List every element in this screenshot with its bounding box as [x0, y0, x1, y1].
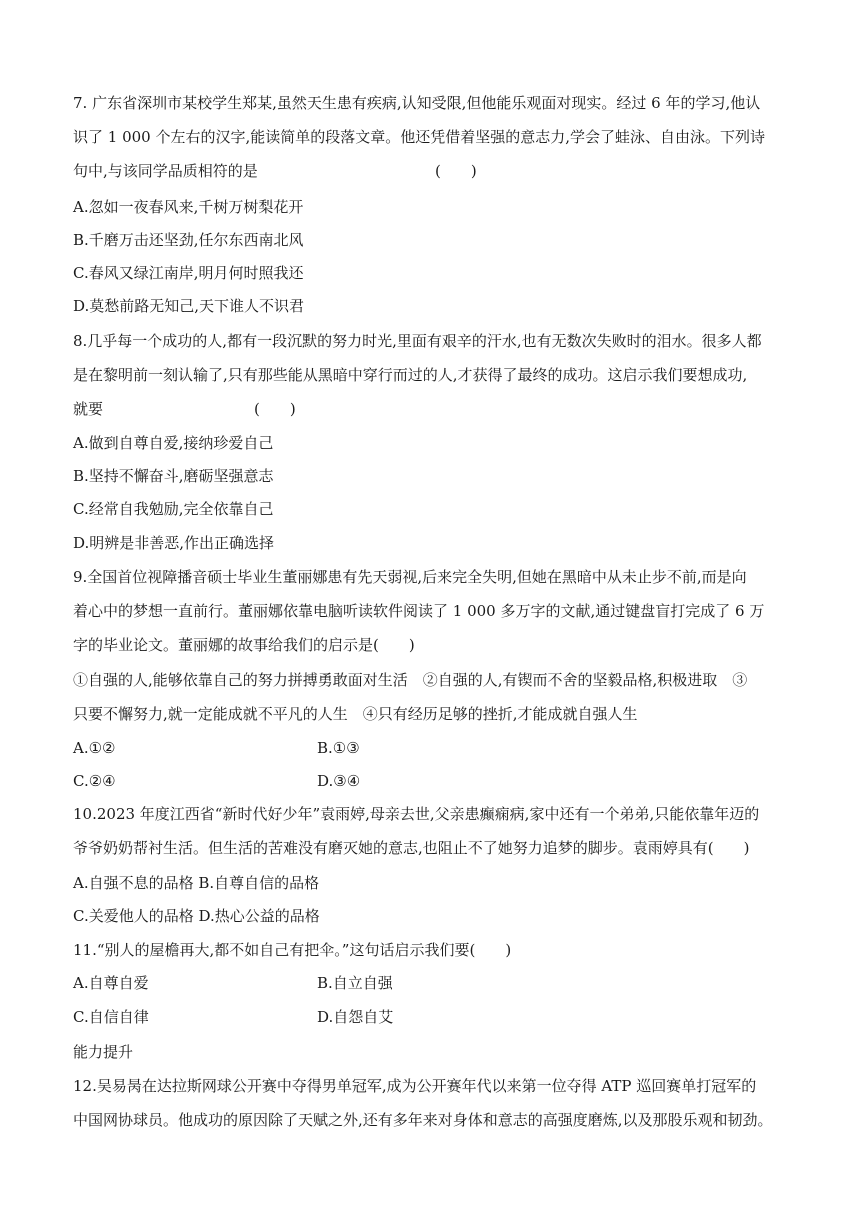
- q9-option-d: D.③④: [317, 772, 361, 790]
- q7-option-b: B.千磨万击还坚劲,任尔东西南北风: [73, 231, 304, 249]
- q9-stem-line-1: 9.全国首位视障播音硕士毕业生董丽娜患有先天弱视,后来完全失明,但她在黑暗中从未止步不前,而是向: [73, 568, 747, 586]
- q7-stem-line-2: 识了 1 000 个左右的汉字,能读简单的段落文章。他还凭借着坚强的意志力,学会了蛙泳、自由泳。下列诗: [73, 128, 766, 146]
- q9-option-b: B.①③: [317, 739, 360, 757]
- q7-option-a: A.忽如一夜春风来,千树万树梨花开: [73, 198, 304, 216]
- q8-option-c: C.经常自我勉励,完全依靠自己: [73, 500, 274, 518]
- q9-stem-line-2: 着心中的梦想一直前行。董丽娜依靠电脑听读软件阅读了 1 000 多万字的文献,通过键盘盲打完成了 6 万: [73, 602, 765, 620]
- q8-stem-line-2: 是在黎明前一刻认输了,只有那些能从黑暗中穿行而过的人,才获得了最终的成功。这启示我们要想成功,: [73, 366, 748, 384]
- q8-option-a: A.做到自尊自爱,接纳珍爱自己: [73, 434, 274, 452]
- q11-options-row-1: [73, 972, 393, 994]
- q7-stem-line-3: [73, 160, 477, 182]
- q8-option-d: D.明辨是非善恶,作出正确选择: [73, 534, 275, 552]
- q12-stem-line-1: 12.吴易昺在达拉斯网球公开赛中夺得男单冠军,成为公开赛年代以来第一位夺得 ATP 巡回赛单打冠军的: [73, 1077, 757, 1095]
- q11-stem-line-1: 11.“别人的屋檐再大,都不如自己有把伞。”这句话启示我们要( ): [73, 941, 512, 959]
- q10-options-row-2: C.关爱他人的品格 D.热心公益的品格: [73, 907, 320, 925]
- q10-stem-line-2: 爷爷奶奶帮衬生活。但生活的苦难没有磨灭她的意志,也阻止不了她努力追梦的脚步。袁雨婷具有( ): [73, 839, 750, 857]
- q7-option-d: D.莫愁前路无知己,天下谁人不识君: [73, 297, 305, 315]
- q8-stem-text: 就要: [73, 400, 104, 418]
- q9-options-row-2: [73, 770, 361, 792]
- q9-options-row-1: [73, 737, 360, 759]
- q8-stem-line-1: 8.几乎每一个成功的人,都有一段沉默的努力时光,里面有艰辛的汗水,也有无数次失败时的泪水。很多人都: [73, 332, 762, 350]
- q9-option-a: A.①②: [73, 739, 116, 757]
- q9-statements-line-1: ①自强的人,能够依靠自己的努力拼搏勇敢面对生活 ②自强的人,有锲而不舍的坚毅品格,积极进取 ③: [73, 671, 748, 689]
- q7-stem-line-1: 7. 广东省深圳市某校学生郑某,虽然天生患有疾病,认知受限,但他能乐观面对现实。经过 6 年的学习,他认: [73, 94, 761, 112]
- q7-option-c: C.春风又绿江南岸,明月何时照我还: [73, 264, 304, 282]
- q8-answer-paren: ( ): [254, 400, 296, 418]
- q7-stem-text: 句中,与该同学品质相符的是: [73, 162, 258, 180]
- q11-option-b: B.自立自强: [317, 974, 393, 992]
- section-heading: 能力提升: [73, 1043, 134, 1061]
- q11-option-c: C.自信自律: [73, 1008, 149, 1026]
- q11-option-a: A.自尊自爱: [73, 974, 149, 992]
- q9-option-c: C.②④: [73, 772, 116, 790]
- q11-options-row-2: [73, 1006, 394, 1028]
- q10-options-row-1: A.自强不息的品格 B.自尊自信的品格: [73, 874, 320, 892]
- q12-stem-line-2: 中国网协球员。他成功的原因除了天赋之外,还有多年来对身体和意志的高强度磨炼,以及那股乐观和韧劲。: [73, 1111, 773, 1129]
- q9-statements-line-2: 只要不懈努力,就一定能成就不平凡的人生 ④只有经历足够的挫折,才能成就自强人生: [73, 705, 638, 723]
- q7-answer-paren: ( ): [435, 162, 477, 180]
- q8-stem-line-3: [73, 398, 296, 420]
- q10-stem-line-1: 10.2023 年度江西省“新时代好少年”袁雨婷,母亲去世,父亲患癫痫病,家中还有一个弟弟,只能依靠年迈的: [73, 805, 760, 823]
- q11-option-d: D.自怨自艾: [317, 1008, 394, 1026]
- q9-stem-line-3: 字的毕业论文。董丽娜的故事给我们的启示是( ): [73, 636, 415, 654]
- q8-option-b: B.坚持不懈奋斗,磨砺坚强意志: [73, 467, 274, 485]
